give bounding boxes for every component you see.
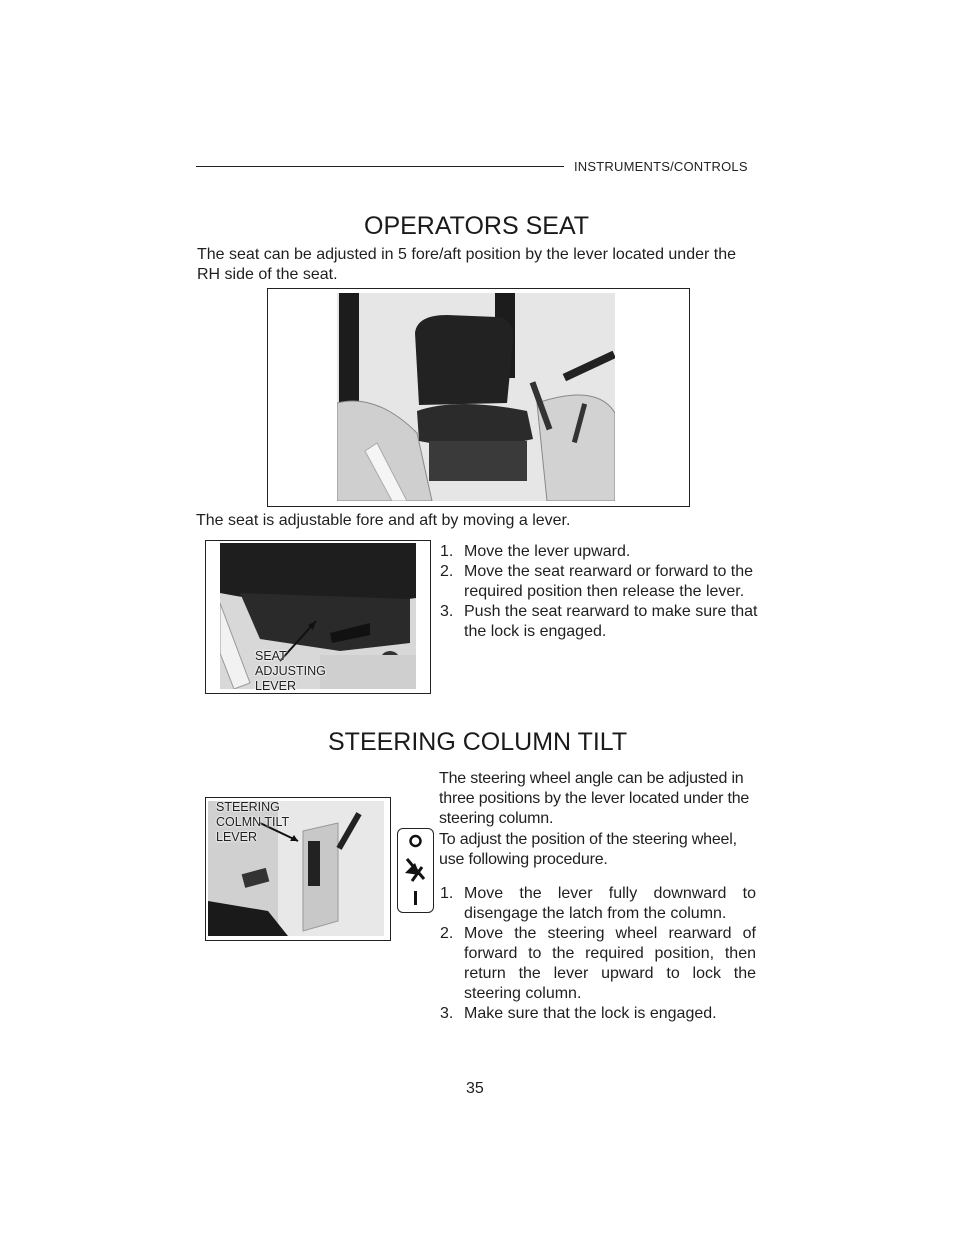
- steering-paragraph-1: The steering wheel angle can be adjusted in three positions by the lever located under the steering column.: [439, 770, 750, 827]
- seat-title: OPERATORS SEAT: [364, 212, 590, 240]
- callout-line: SEAT: [255, 649, 287, 663]
- list-item: [440, 602, 758, 642]
- callout-line: STEERING: [216, 800, 280, 814]
- callout-line: LEVER: [255, 679, 296, 693]
- step-number: 3.: [440, 603, 454, 620]
- step-number: 2.: [440, 925, 454, 942]
- callout-line: COLMN TILT: [216, 815, 290, 829]
- list-item: [440, 1004, 756, 1024]
- lock-bar-icon: [414, 891, 417, 905]
- step-number: 1.: [440, 543, 454, 560]
- list-item: [440, 542, 758, 562]
- callout-line: LEVER: [216, 830, 257, 844]
- seat-intro: The seat can be adjusted in 5 fore/aft position by the lever located under the RH side of the seat.: [197, 246, 737, 283]
- step-text: Move the seat rearward or forward to the required position then release the lever.: [464, 563, 754, 600]
- seat-lever-callout: [255, 649, 326, 694]
- seat-lever-photo-frame: [205, 540, 431, 694]
- step-text: Push the seat rearward to make sure that the lock is engaged.: [464, 603, 758, 640]
- seat-caption: The seat is adjustable fore and aft by moving a lever.: [196, 512, 571, 529]
- step-text: Move the steering wheel rearward of forward to the required position, then return the lever upward to lock the steering column.: [464, 925, 756, 1002]
- callout-line: ADJUSTING: [255, 664, 326, 678]
- steering-paragraph-2: To adjust the position of the steering wheel, use following procedure.: [439, 831, 737, 868]
- steering-lever-callout: [216, 800, 289, 845]
- step-number: 3.: [440, 1005, 454, 1022]
- seat-photo-frame: [267, 288, 690, 507]
- seat-steps-list: [440, 542, 758, 642]
- tilt-symbol-decal: [397, 828, 434, 913]
- steering-steps-list: [440, 884, 756, 1024]
- section-header: INSTRUMENTS/CONTROLS: [574, 159, 748, 174]
- steering-tilt-icon: [405, 859, 424, 881]
- steering-title: STEERING COLUMN TILT: [328, 728, 628, 756]
- list-item: [440, 884, 756, 924]
- step-text: Make sure that the lock is engaged.: [464, 1005, 717, 1022]
- step-text: Move the lever upward.: [464, 543, 631, 560]
- step-number: 1.: [440, 885, 454, 902]
- step-text: Move the lever fully downward to disengage the latch from the column.: [464, 885, 756, 922]
- list-item: [440, 562, 758, 602]
- step-number: 2.: [440, 563, 454, 580]
- page-number: 35: [466, 1080, 484, 1097]
- header-rule: [196, 166, 564, 167]
- list-item: [440, 924, 756, 1004]
- steering-photo-frame: [205, 797, 391, 941]
- tractor-seat-photo: [337, 293, 615, 501]
- unlock-circle-icon: [411, 836, 421, 846]
